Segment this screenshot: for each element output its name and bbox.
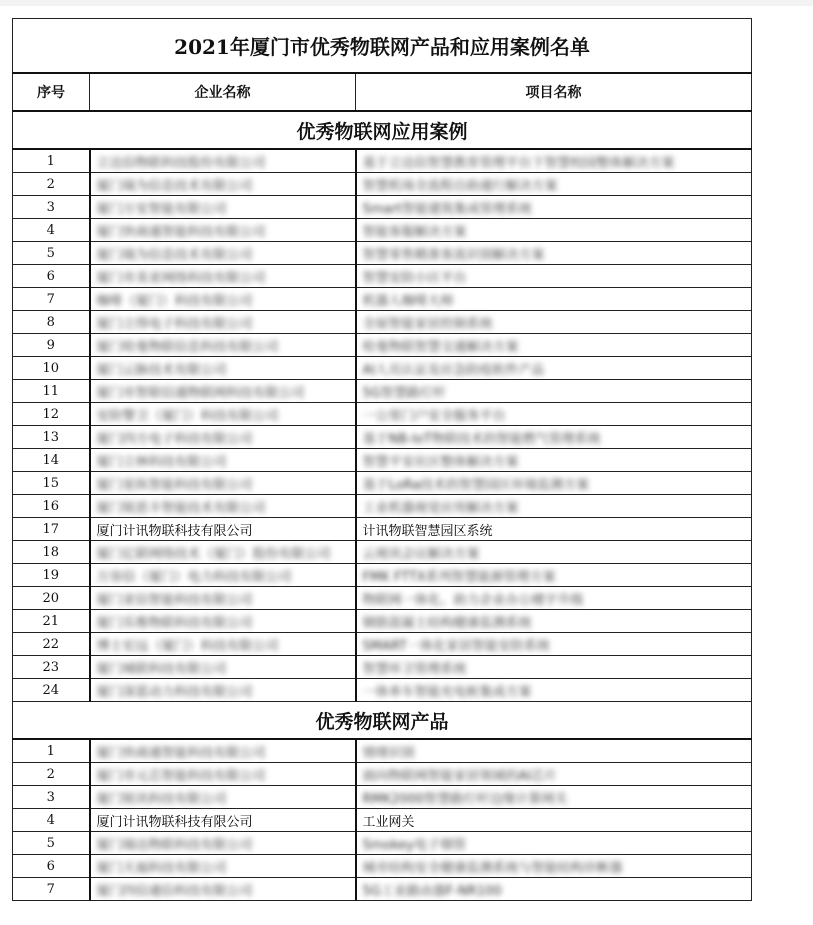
project-name: FMK FTTX系列智慧能源管理方案 <box>362 569 556 585</box>
company-name: 厦门城联科技有限公司 <box>96 661 227 677</box>
company-cell <box>90 288 356 311</box>
project-cell <box>356 809 752 832</box>
company-cell <box>90 679 356 702</box>
header-company: 企业名称 <box>90 73 356 111</box>
project-cell <box>356 334 752 357</box>
table-row <box>13 587 752 610</box>
project-name: 智慧机场全流程自助通行解决方案 <box>362 178 558 194</box>
table-row <box>13 878 752 901</box>
seq-cell: 13 <box>13 426 90 449</box>
project-name: 全屋智能家居控制系统 <box>362 316 493 332</box>
table-row <box>13 265 752 288</box>
table-row <box>13 219 752 242</box>
section-row <box>13 702 752 740</box>
project-name: 机器人咖啡大师 <box>362 293 454 309</box>
company-name: 厦门立得电子科技有限公司 <box>96 316 253 332</box>
company-cell <box>90 265 356 288</box>
table-row <box>13 679 752 702</box>
project-cell <box>356 472 752 495</box>
company-name: 厦门云脉技术有限公司 <box>96 362 227 378</box>
company-name: 厦门四方电子科技有限公司 <box>96 431 253 447</box>
table-row <box>13 288 752 311</box>
project-name: 面向物联网智能家居领域的AI芯片 <box>362 768 558 784</box>
company-cell <box>90 219 356 242</box>
project-cell <box>356 219 752 242</box>
company-name: 厦门立林科技有限公司 <box>96 454 227 470</box>
table-row <box>13 763 752 786</box>
project-cell <box>356 564 752 587</box>
company-cell <box>90 149 356 173</box>
seq-cell: 15 <box>13 472 90 495</box>
company-name: 厦门哈曼物联信息科技有限公司 <box>96 339 279 355</box>
table-row <box>13 426 752 449</box>
seq-cell: 1 <box>13 149 90 173</box>
project-name: 工业网关 <box>362 814 415 830</box>
table-row <box>13 242 752 265</box>
company-cell <box>90 426 356 449</box>
company-cell <box>90 380 356 403</box>
project-cell <box>356 288 752 311</box>
company-cell <box>90 495 356 518</box>
company-cell <box>90 541 356 564</box>
seq-cell: 11 <box>13 380 90 403</box>
table-row <box>13 656 752 679</box>
project-name: 云视讯会议解决方案 <box>362 546 480 562</box>
company-cell <box>90 633 356 656</box>
document-title: 2021年厦门市优秀物联网产品和应用案例名单 <box>13 19 752 74</box>
table-row <box>13 739 752 763</box>
project-cell <box>356 242 752 265</box>
project-name: 基于NB-IoT物联技术的智能燃气管理系统 <box>362 431 601 447</box>
seq-cell: 4 <box>13 809 90 832</box>
company-name: 厦门计讯物联科技有限公司 <box>96 523 253 539</box>
award-list-table <box>12 18 752 901</box>
project-cell <box>356 449 752 472</box>
seq-cell: 5 <box>13 242 90 265</box>
section-title: 优秀物联网产品 <box>13 702 752 740</box>
seq-cell: 18 <box>13 541 90 564</box>
project-name: 计讯物联智慧园区系统 <box>362 523 493 539</box>
seq-cell: 7 <box>13 288 90 311</box>
header-seq: 序号 <box>13 73 90 111</box>
project-name: 基于立达信智慧教育管理平台下智慧校园整体解决方案 <box>362 155 675 171</box>
project-name: 物联网一体化、助力企业办公楼宇升级 <box>362 592 584 608</box>
project-name: 智慧零售精准客流识别解决方案 <box>362 247 545 263</box>
company-name: 厦门万安智能有限公司 <box>96 201 227 217</box>
seq-cell: 7 <box>13 878 90 901</box>
company-name: 厦门亚信智能科技有限公司 <box>96 592 253 608</box>
company-cell <box>90 832 356 855</box>
company-cell <box>90 739 356 763</box>
header-project: 项目名称 <box>356 73 752 111</box>
company-cell <box>90 173 356 196</box>
seq-cell: 2 <box>13 173 90 196</box>
seq-cell: 6 <box>13 855 90 878</box>
seq-cell: 12 <box>13 403 90 426</box>
company-cell <box>90 449 356 472</box>
company-name: 厦门天福科技有限公司 <box>96 860 227 876</box>
table-row <box>13 832 752 855</box>
seq-cell: 23 <box>13 656 90 679</box>
seq-cell: 20 <box>13 587 90 610</box>
seq-cell: 1 <box>13 739 90 763</box>
project-name: 智慧环卫管理系统 <box>362 661 467 677</box>
project-name: 情绪识别 <box>362 745 415 761</box>
project-cell <box>356 149 752 173</box>
project-cell <box>356 878 752 901</box>
project-cell <box>356 633 752 656</box>
company-cell <box>90 518 356 541</box>
seq-cell: 3 <box>13 786 90 809</box>
company-name: 厦门深蓝动力科技有限公司 <box>96 684 253 700</box>
seq-cell: 10 <box>13 357 90 380</box>
table-row <box>13 564 752 587</box>
company-name: 厦门计讯物联科技有限公司 <box>96 814 253 830</box>
table-row <box>13 855 752 878</box>
company-name: 厦门快商通智能科技有限公司 <box>96 224 266 240</box>
company-cell <box>90 472 356 495</box>
seq-cell: 6 <box>13 265 90 288</box>
project-name: 一体单车智能充电桩集成方案 <box>362 684 532 700</box>
seq-cell: 5 <box>13 832 90 855</box>
company-cell <box>90 196 356 219</box>
project-cell <box>356 679 752 702</box>
section-row <box>13 111 752 149</box>
table-row <box>13 518 752 541</box>
project-cell <box>356 357 752 380</box>
project-name: 5G智慧路灯杆 <box>362 385 446 401</box>
project-cell <box>356 656 752 679</box>
project-cell <box>356 311 752 334</box>
company-cell <box>90 809 356 832</box>
table-row <box>13 495 752 518</box>
table-row <box>13 541 752 564</box>
project-cell <box>356 739 752 763</box>
company-name: 厦门星纵智能科技有限公司 <box>96 477 253 493</box>
company-cell <box>90 334 356 357</box>
table-row <box>13 311 752 334</box>
company-cell <box>90 311 356 334</box>
project-name: 智能客服解决方案 <box>362 224 467 240</box>
company-name: 厦门市美亚网络科技有限公司 <box>96 270 266 286</box>
company-name: 厦门瑞达物联科技有限公司 <box>96 837 253 853</box>
company-cell <box>90 403 356 426</box>
company-name: 咖啡（厦门）科技有限公司 <box>96 293 253 309</box>
company-cell <box>90 786 356 809</box>
project-name: 城市结构安全健康监测系统与智能结构诊断器 <box>362 860 623 876</box>
project-cell <box>356 196 752 219</box>
company-name: 安防警卫（厦门）科技有限公司 <box>96 408 279 424</box>
company-cell <box>90 763 356 786</box>
project-name: 基于LoRa技术的智慧园区环境监测方案 <box>362 477 590 493</box>
project-cell <box>356 426 752 449</box>
company-cell <box>90 610 356 633</box>
company-name: 厦门锐讯科技有限公司 <box>96 791 227 807</box>
table-row <box>13 633 752 656</box>
company-name: 厦门锐思丰智能技术有限公司 <box>96 500 266 516</box>
company-name: 厦门四信通信科技有限公司 <box>96 883 253 899</box>
company-name: 博士宏远（厦门）科技有限公司 <box>96 638 279 654</box>
project-cell <box>356 495 752 518</box>
project-cell <box>356 763 752 786</box>
table-row <box>13 380 752 403</box>
table-row <box>13 449 752 472</box>
project-name: 智慧平安社区整体解决方案 <box>362 454 519 470</box>
company-cell <box>90 357 356 380</box>
title-row <box>13 19 752 74</box>
project-name: 一公里门户安全服务平台 <box>362 408 506 424</box>
seq-cell: 19 <box>13 564 90 587</box>
document-page <box>0 6 813 925</box>
seq-cell: 16 <box>13 495 90 518</box>
project-name: 工业机器视觉应用解决方案 <box>362 500 519 516</box>
table-row <box>13 472 752 495</box>
project-name: Smokey电子烟管 <box>362 837 467 853</box>
table-row <box>13 357 752 380</box>
seq-cell: 24 <box>13 679 90 702</box>
table-row <box>13 196 752 219</box>
project-cell <box>356 855 752 878</box>
seq-cell: 8 <box>13 311 90 334</box>
company-name: 万容信（厦门）电力科技有限公司 <box>96 569 292 585</box>
table-row <box>13 173 752 196</box>
project-name: 哈曼物联智慧交通解决方案 <box>362 339 519 355</box>
section-title: 优秀物联网应用案例 <box>13 111 752 149</box>
seq-cell: 9 <box>13 334 90 357</box>
company-name: 厦门市元芯智能科技有限公司 <box>96 768 266 784</box>
project-cell <box>356 518 752 541</box>
seq-cell: 14 <box>13 449 90 472</box>
company-name: 厦门快商通智能科技有限公司 <box>96 745 266 761</box>
project-cell <box>356 587 752 610</box>
table-row <box>13 334 752 357</box>
table-row <box>13 610 752 633</box>
project-cell <box>356 173 752 196</box>
table-row <box>13 149 752 173</box>
project-cell <box>356 403 752 426</box>
company-name: 厦门市智联信通物联网科技有限公司 <box>96 385 305 401</box>
company-cell <box>90 242 356 265</box>
table-row <box>13 403 752 426</box>
table-row <box>13 786 752 809</box>
table-row <box>13 809 752 832</box>
project-cell <box>356 265 752 288</box>
seq-cell: 3 <box>13 196 90 219</box>
project-cell <box>356 832 752 855</box>
seq-cell: 2 <box>13 763 90 786</box>
project-cell <box>356 786 752 809</box>
company-name: 厦门乐维物联科技有限公司 <box>96 615 253 631</box>
project-cell <box>356 380 752 403</box>
project-name: AI人员认证及应急防疫软件产品 <box>362 362 545 378</box>
project-name: Smart智能建筑集成管理系统 <box>362 201 532 217</box>
company-name: 厦门瑞为信息技术有限公司 <box>96 247 253 263</box>
project-name: 5G工业路由器F-NR100 <box>362 883 502 899</box>
company-name: 厦门亿联网络技术（厦门）股份有限公司 <box>96 546 331 562</box>
seq-cell: 21 <box>13 610 90 633</box>
project-cell <box>356 541 752 564</box>
project-name: RMK2000智慧路灯杆边缘计算网关 <box>362 791 568 807</box>
seq-cell: 22 <box>13 633 90 656</box>
project-name: SMART一体化家居智能安防系统 <box>362 638 550 654</box>
project-name: 智慧安防小区平台 <box>362 270 467 286</box>
company-cell <box>90 656 356 679</box>
company-name: 厦门瑞为信息技术有限公司 <box>96 178 253 194</box>
company-name: 立达信物联科技股份有限公司 <box>96 155 266 171</box>
seq-cell: 4 <box>13 219 90 242</box>
project-cell <box>356 610 752 633</box>
project-name: 钢筋混凝土结构健康监测系统 <box>362 615 532 631</box>
company-cell <box>90 564 356 587</box>
seq-cell: 17 <box>13 518 90 541</box>
company-cell <box>90 878 356 901</box>
company-cell <box>90 587 356 610</box>
company-cell <box>90 855 356 878</box>
header-row <box>13 73 752 111</box>
